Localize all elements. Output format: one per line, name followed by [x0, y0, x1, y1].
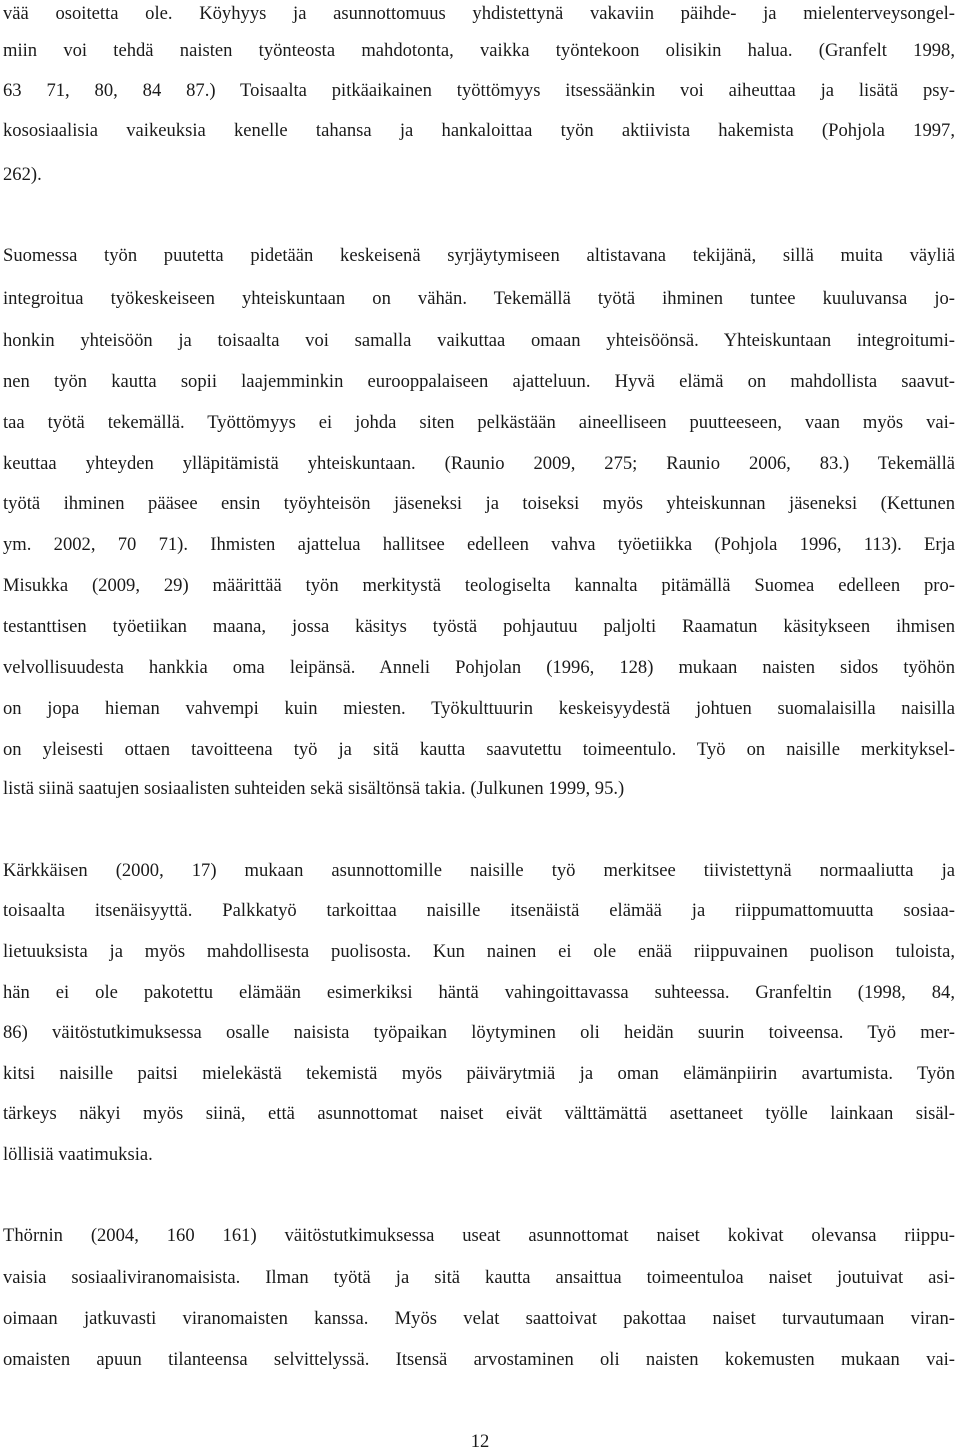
text-line: 63 71, 80, 84 87.) Toisaalta pitkäaikainen työttömyys itsessäänkin voi aiheuttaa ja lisätä psy-	[3, 80, 955, 101]
text-line: löllisiä vaatimuksia.	[3, 1144, 153, 1165]
text-line: omaisten apuun tilanteensa selvittelyssä. Itsensä arvostaminen oli naisten kokemusten mukaan vai-	[3, 1349, 955, 1370]
text-line: honkin yhteisöön ja toisaalta voi samalla vaikuttaa omaan yhteisöönsä. Yhteiskuntaan integroitumi-	[3, 330, 955, 351]
text-line: Suomessa työn puutetta pidetään keskeisenä syrjäytymiseen altistavana tekijänä, sillä muita väyliä	[3, 245, 955, 266]
text-line: työtä ihminen pääsee ensin työyhteisön jäseneksi ja toiseksi myös yhteiskunnan jäseneksi (Kettunen	[3, 493, 955, 514]
text-line: on yleisesti ottaen tavoitteena työ ja sitä kautta saavutettu toimeentulo. Työ on naisille merkityksel-	[3, 739, 955, 760]
text-line: ym. 2002, 70 71). Ihmisten ajattelua hallitsee edelleen vahva työetiikka (Pohjola 1996, 113). Erja	[3, 534, 955, 555]
text-line: 262).	[3, 164, 42, 185]
text-line: nen työn kautta sopii laajemminkin eurooppalaiseen ajatteluun. Hyvä elämä on mahdollista saavut-	[3, 371, 955, 392]
text-line: Thörnin (2004, 160 161) väitöstutkimuksessa useat asunnottomat naiset kokivat olevansa riippu-	[3, 1225, 955, 1246]
text-line: miin voi tehdä naisten työnteosta mahdotonta, vaikka työntekoon olisikin halua. (Granfelt 1998,	[3, 40, 955, 61]
text-line: taa työtä tekemällä. Työttömyys ei johda siten pelkästään aineelliseen puutteeseen, vaan myös vai-	[3, 412, 955, 433]
text-line: toisaalta itsenäisyyttä. Palkkatyö tarkoittaa naisille itsenäistä elämää ja riippumattomuutta sosiaa-	[3, 900, 955, 921]
page-number: 12	[470, 1431, 490, 1452]
text-line: kitsi naisille paitsi mielekästä tekemistä myös päivärytmiä ja oman elämänpiirin avartumista. Työn	[3, 1063, 955, 1084]
text-line: vaisia sosiaaliviranomaisista. Ilman työtä ja sitä kautta ansaittua toimeentuloa naiset joutuivat asi-	[3, 1267, 955, 1288]
text-line: integroitua työkeskeiseen yhteiskuntaan on vähän. Tekemällä työtä ihminen tuntee kuuluvansa jo-	[3, 288, 955, 309]
text-line: vää osoitetta ole. Köyhyys ja asunnottomuus yhdistettynä vakaviin päihde- ja mielenterveysongel-	[3, 3, 955, 24]
text-line: oimaan jatkuvasti viranomaisten kanssa. Myös velat saattoivat pakottaa naiset turvautumaan viran-	[3, 1308, 955, 1329]
text-line: lietuuksista ja myös mahdollisesta puolisosta. Kun nainen ei ole enää riippuvainen puolison tuloista,	[3, 941, 955, 962]
text-line: on jopa hieman vahvempi kuin miesten. Työkulttuurin keskeisyydestä johtuen suomalaisilla naisilla	[3, 698, 955, 719]
text-line: velvollisuudesta hankkia oma leipänsä. Anneli Pohjolan (1996, 128) mukaan naisten sidos työhön	[3, 657, 955, 678]
text-line: keuttaa yhteyden ylläpitämistä yhteiskuntaan. (Raunio 2009, 275; Raunio 2006, 83.) Tekemällä	[3, 453, 955, 474]
text-line: testanttisen työetiikan maana, jossa käsitys työstä pohjautuu paljolti Raamatun käsitykseen ihmisen	[3, 616, 955, 637]
text-line: 86) väitöstutkimuksessa osalle naisista työpaikan löytyminen oli heidän suurin toiveensa. Työ mer-	[3, 1022, 955, 1043]
text-line: Misukka (2009, 29) määrittää työn merkitystä teologiselta kannalta pitämällä Suomea edelleen pro-	[3, 575, 955, 596]
text-line: hän ei ole pakotettu elämään esimerkiksi häntä vahingoittavassa suhteessa. Granfeltin (1998, 84,	[3, 982, 955, 1003]
text-line: tärkeys näkyi myös siinä, että asunnottomat naiset eivät välttämättä asettaneet työlle lainkaan sisäl-	[3, 1103, 955, 1124]
text-line: listä siinä saatujen sosiaalisten suhteiden sekä sisältönsä takia. (Julkunen 1999, 95.)	[3, 778, 625, 799]
text-line: Kärkkäisen (2000, 17) mukaan asunnottomille naisille työ merkitsee tiivistettynä normaaliutta ja	[3, 860, 955, 881]
text-line: kososiaalisia vaikeuksia kenelle tahansa ja hankaloittaa työn aktiivista hakemista (Pohjola 1997,	[3, 120, 955, 141]
